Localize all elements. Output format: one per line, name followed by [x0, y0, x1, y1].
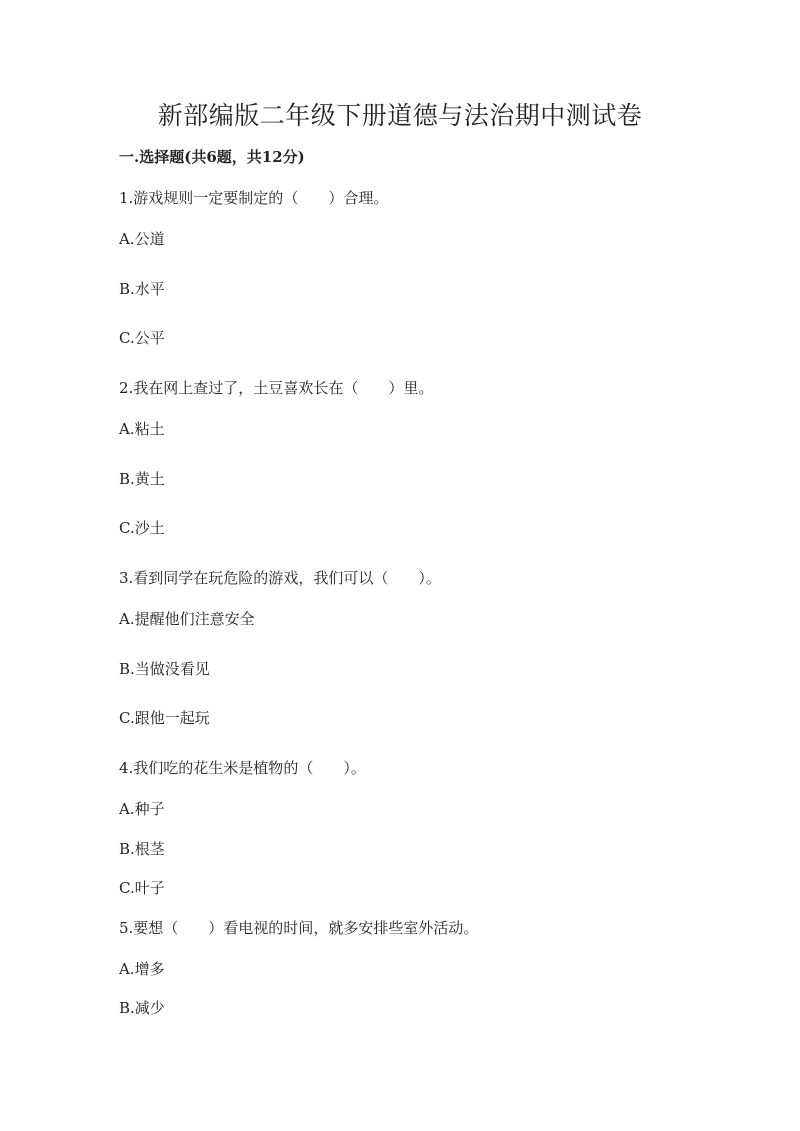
page-title: 新部编版二年级下册道德与法治期中测试卷 — [157, 101, 643, 130]
question-stem: 1.游戏规则一定要制定的（ ）合理。 — [119, 189, 389, 207]
question-stem: 2.我在网上查过了，土豆喜欢长在（ ）里。 — [119, 379, 434, 397]
question-stem: 5.要想（ ）看电视的时间，就多安排些室外活动。 — [119, 919, 479, 937]
answer-option: C.跟他一起玩 — [119, 709, 210, 727]
answer-option: A.粘土 — [119, 420, 165, 438]
answer-option: B.根茎 — [119, 840, 165, 858]
answer-option: A.公道 — [119, 230, 165, 248]
answer-option: B.减少 — [119, 999, 165, 1017]
answer-option: C.叶子 — [119, 879, 165, 897]
answer-option: B.水平 — [119, 280, 165, 298]
answer-option: A.增多 — [119, 960, 165, 978]
question-stem: 3.看到同学在玩危险的游戏，我们可以（ ）。 — [119, 569, 441, 587]
answer-option: A.种子 — [119, 800, 165, 818]
answer-option: C.公平 — [119, 329, 165, 347]
answer-option: B.黄土 — [119, 470, 165, 488]
answer-option: A.提醒他们注意安全 — [119, 610, 255, 628]
answer-option: B.当做没看见 — [119, 660, 210, 678]
answer-option: C.沙土 — [119, 519, 165, 537]
section-heading: 一.选择题(共6题，共12分) — [119, 148, 305, 166]
question-stem: 4.我们吃的花生米是植物的（ ）。 — [119, 759, 366, 777]
